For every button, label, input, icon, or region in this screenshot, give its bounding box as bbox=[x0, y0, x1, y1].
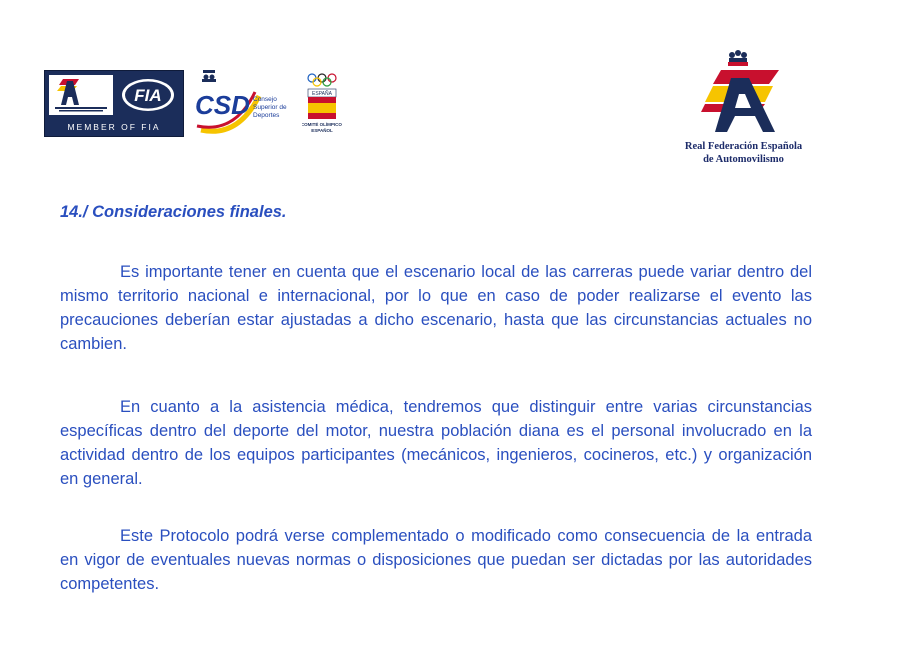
csd-line-2: Superior de bbox=[253, 104, 287, 111]
coe-line-2: ESPAÑOL bbox=[311, 128, 333, 133]
fia-emblem bbox=[117, 75, 180, 115]
fia-member-logo bbox=[44, 70, 184, 137]
rfeda-name bbox=[660, 140, 827, 166]
fia-mark-text: FIA bbox=[134, 86, 162, 105]
csd-line-3: Deportes bbox=[253, 112, 280, 119]
coe-line-1: COMITÉ OLÍMPICO bbox=[302, 122, 342, 127]
rfeda-name-line-2: de Automovilismo bbox=[703, 154, 784, 165]
rfeda-name-line-1: Real Federación Española bbox=[684, 141, 803, 152]
svg-text:COMITÉ OLÍMPICO ESPAÑOL bbox=[302, 120, 342, 133]
section-heading: 14./ Consideraciones finales. bbox=[60, 203, 287, 221]
coe-flag-text: ESPAÑA bbox=[312, 91, 332, 97]
csd-mark-text: CSD bbox=[195, 90, 250, 120]
csd-line-1: Consejo bbox=[253, 96, 277, 103]
svg-text:Consejo Superior de bbox=[253, 96, 288, 119]
member-of-fia-text: MEMBER OF FIA bbox=[67, 122, 161, 132]
coe-logo bbox=[302, 70, 342, 140]
paragraph-3: Este Protocolo podrá verse complementado o modificado como consecuencia de la entrada en vigor de eventuales nuevas normas o disposiciones que puedan ser dictadas por las autoridades competentes. bbox=[60, 527, 812, 593]
paragraph-1: Es importante tener en cuenta que el escenario local de las carreras puede variar dentro del mismo territorio nacional e internacional, por lo que en caso de poder realizarse el evento las precauciones deberían estar ajustadas a dicho escenario, hasta que las circunstancias actuales no cambien. bbox=[60, 263, 812, 353]
rfea-small-logo bbox=[49, 75, 113, 115]
csd-logo bbox=[193, 68, 293, 138]
crown-icon bbox=[728, 50, 748, 66]
paragraph-2: En cuanto a la asistencia médica, tendremos que distinguir entre varias circunstancias específicas dentro del deporte del motor, nuestra población diana es el personal involucrado en la actividad dentro de los equipos participantes (mecánicos, ingenieros, cocineros, etc.) y organización en general. bbox=[60, 398, 812, 488]
